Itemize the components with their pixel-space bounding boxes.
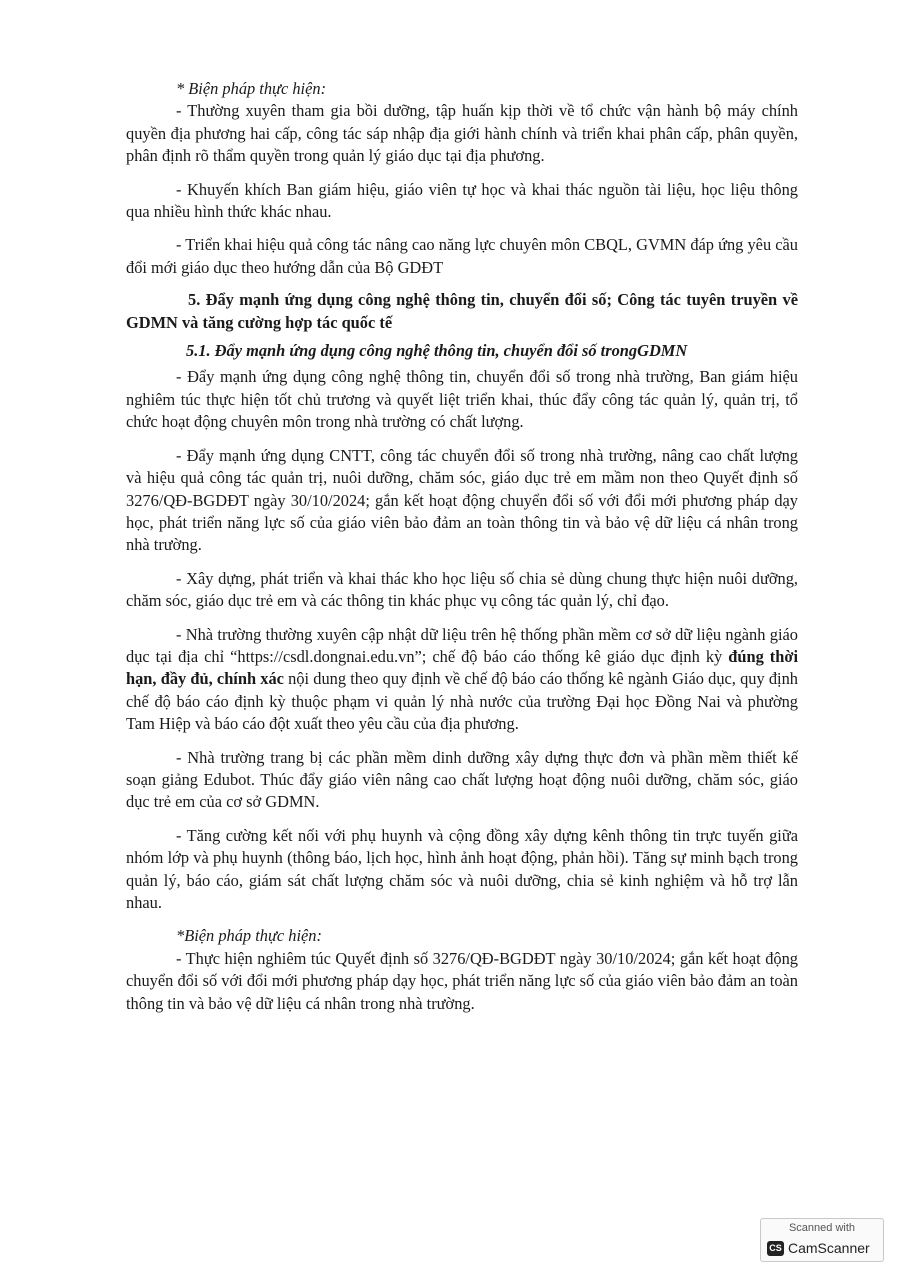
measures-title-1: * Biện pháp thực hiện:	[176, 79, 327, 98]
measures-title-2: *Biện pháp thực hiện:	[176, 926, 322, 946]
paragraph: - Thực hiện nghiêm túc Quyết định số 3276/QĐ-BGDĐT ngày 30/10/2024; gắn kết hoạt động chuyển đổi số với đổi mới phương pháp dạy học, phát triển năng lực số của giáo viên bảo đảm an toàn thông tin và bảo vệ dữ liệu cá nhân trong nhà trường.	[126, 948, 798, 1013]
camscanner-logo-icon: CS	[767, 1241, 784, 1256]
document-body	[126, 78, 798, 1015]
measure-item: - Khuyến khích Ban giám hiệu, giáo viên tự học và khai thác nguồn tài liệu, học liệu thông qua nhiều hình thức khác nhau.	[126, 179, 798, 222]
watermark-caption: Scanned with	[788, 1222, 856, 1234]
measure-item: - Triển khai hiệu quả công tác nâng cao năng lực chuyên môn CBQL, GVMN đáp ứng yêu cầu đổi mới giáo dục theo hướng dẫn của Bộ GDĐT	[126, 235, 798, 277]
paragraph: - Đẩy mạnh ứng dụng CNTT, công tác chuyển đổi số trong nhà trường, nâng cao chất lượng và hiệu quả công tác quản trị, nuôi dưỡng, chăm sóc, giáo dục trẻ em mầm non theo Quyết định số 3276/QĐ-BGDĐT ngày 30/10/2024; gắn kết hoạt động chuyển đổi số với đổi mới phương pháp dạy học, phát triển năng lực số của giáo viên bảo đảm an toàn thông tin và bảo vệ dữ liệu cá nhân trong nhà trường.	[126, 445, 798, 555]
paragraph-text: nội dung theo quy định về chế độ báo cáo thống kê ngành Giáo dục, quy định chế độ báo cáo định kỳ thuộc phạm vi quản lý nhà nước của trường Đại học Đồng Nai và phường Tam Hiệp và báo cáo đột xuất theo yêu cầu của địa phương.	[126, 669, 799, 734]
watermark-brand: CamScanner	[788, 1240, 870, 1256]
paragraph-emphasis: đúng thời hạn, đầy đủ, chính xác	[126, 646, 799, 689]
measure-item: - Thường xuyên tham gia bồi dưỡng, tập huấn kịp thời về tổ chức vận hành bộ máy chính quyền địa phương hai cấp, công tác sáp nhập địa giới hành chính và triển khai phân cấp, phân quyền, phân định rõ thẩm quyền trong quản lý giáo dục tại địa phương.	[126, 101, 798, 166]
paragraph-text: - Nhà trường thường xuyên cập nhật dữ liệu trên hệ thống phần mềm cơ sở dữ liệu ngành giáo dục tại địa chỉ “https://csdl.dongnai.edu.vn”; chế độ báo cáo thống kê giáo dục định kỳ	[126, 624, 798, 666]
watermark-brand-row	[767, 1239, 870, 1257]
paragraph: - Đẩy mạnh ứng dụng công nghệ thông tin, chuyển đổi số trong nhà trường, Ban giám hiệu nghiêm túc thực hiện tốt chủ trương và quyết liệt triển khai, thúc đẩy công tác quản lý, quản trị, tổ chức hoạt động chuyên môn trong nhà trường có chất lượng.	[126, 367, 798, 432]
subsection-heading-5-1: 5.1. Đẩy mạnh ứng dụng công nghệ thông tin, chuyển đổi số trongGDMN	[186, 341, 688, 361]
paragraph: - Tăng cường kết nối với phụ huynh và cộng đồng xây dựng kênh thông tin trực tuyến giữa nhóm lớp và phụ huynh (thông báo, lịch học, hình ảnh hoạt động, phản hồi). Tăng sự minh bạch trong quản lý, báo cáo, giám sát chất lượng chăm sóc và nuôi dưỡng, chia sẻ kinh nghiệm và hỗ trợ lẫn nhau.	[126, 825, 798, 912]
camscanner-watermark	[760, 1218, 884, 1262]
paragraph: - Nhà trường trang bị các phần mềm dinh dưỡng xây dựng thực đơn và phần mềm thiết kế soạn giảng Edubot. Thúc đẩy giáo viên nâng cao chất lượng hoạt động nuôi dưỡng, chăm sóc, giáo dục trẻ em của cơ sở GDMN.	[126, 747, 798, 812]
paragraph: - Xây dựng, phát triển và khai thác kho học liệu số chia sẻ dùng chung thực hiện nuôi dưỡng, chăm sóc, giáo dục trẻ em và các thông tin khác phục vụ công tác quản lý, chỉ đạo.	[126, 568, 798, 611]
paragraph	[126, 624, 798, 736]
section-heading-5: 5. Đẩy mạnh ứng dụng công nghệ thông tin, chuyển đổi số; Công tác tuyên truyền về GDMN và tăng cường hợp tác quốc tế	[126, 290, 798, 332]
